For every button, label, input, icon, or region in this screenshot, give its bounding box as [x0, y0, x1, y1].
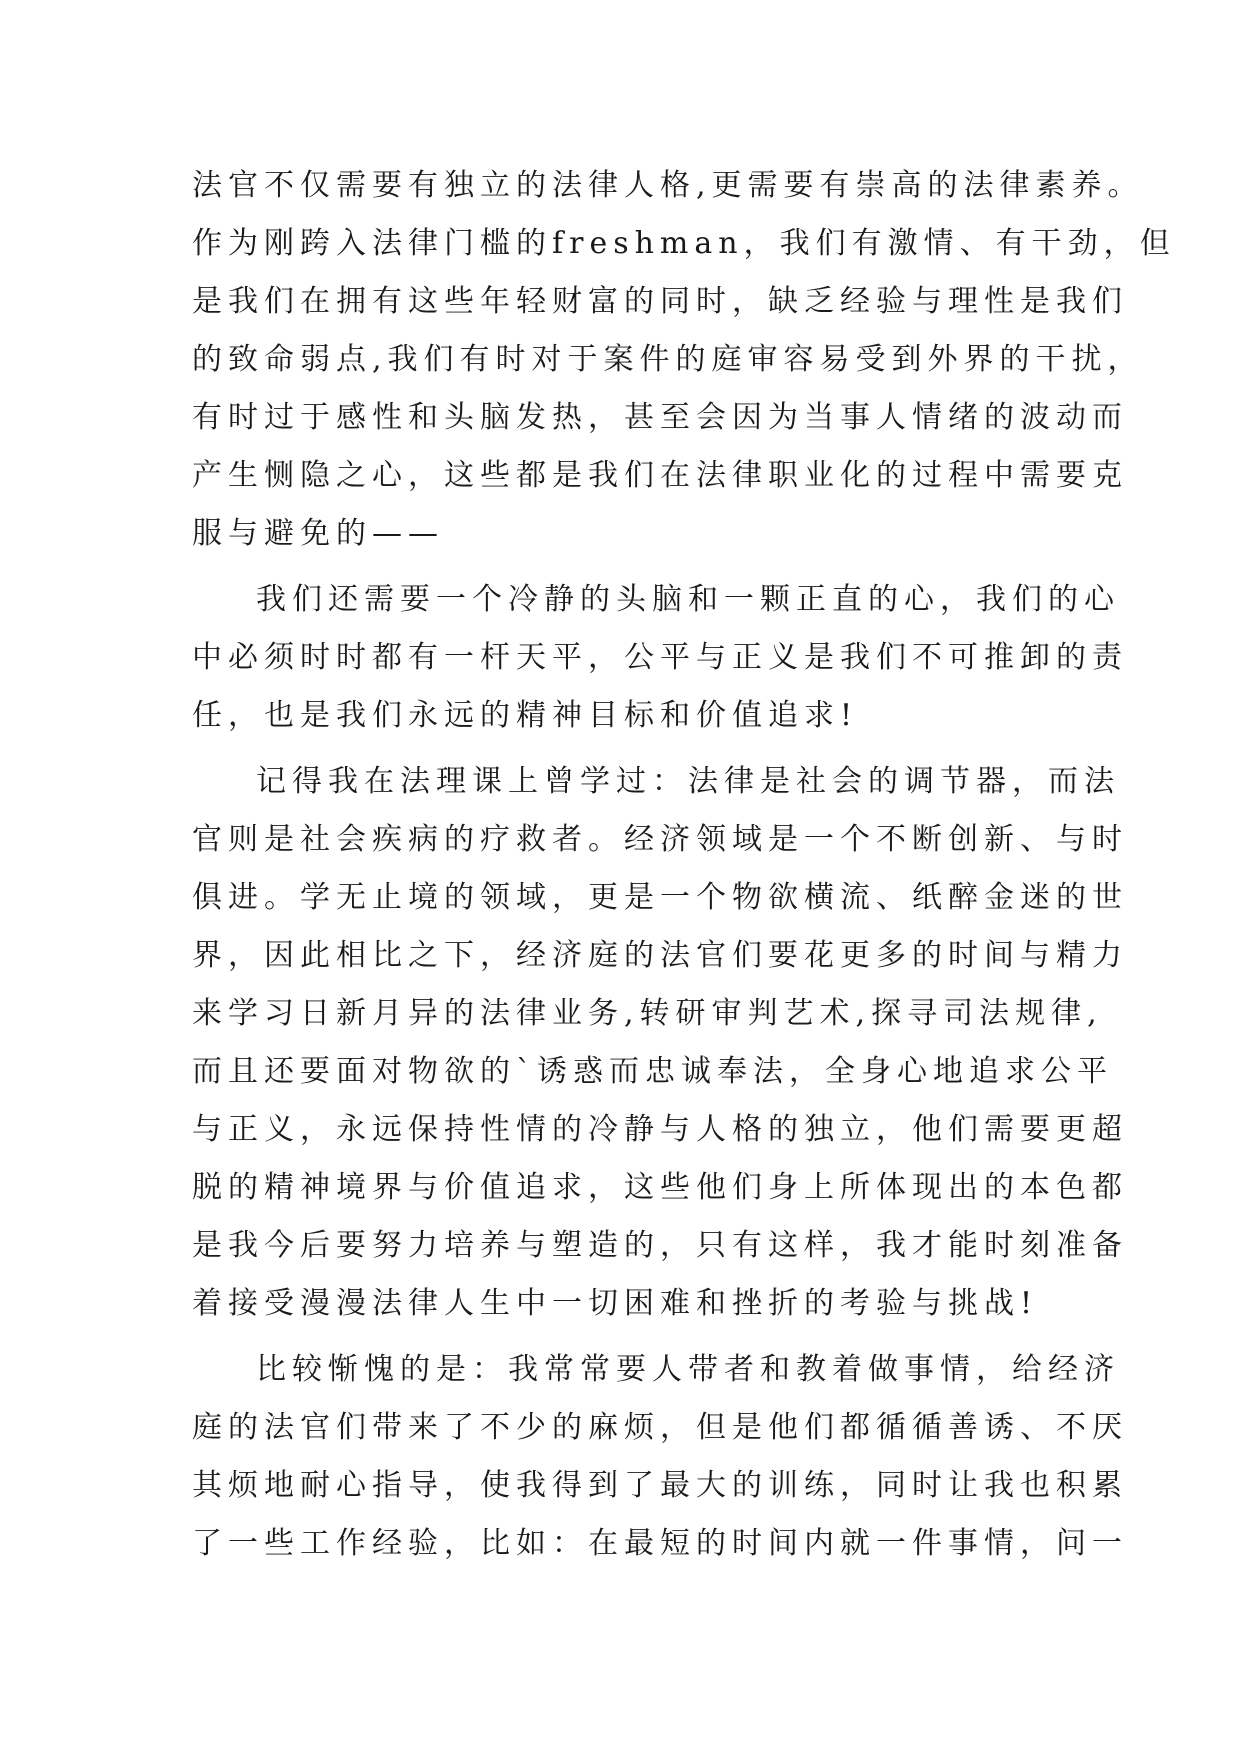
text-line: 而且还要面对物欲的`诱惑而忠诚奉法，全身心地追求公平 — [192, 1054, 1113, 1089]
text-line: 了一些工作经验，比如：在最短的时间内就一件事情，问一 — [192, 1526, 1128, 1561]
text-line: 官则是社会疾病的疗救者。经济领域是一个不断创新、与时 — [192, 822, 1128, 857]
text-line: 是我今后要努力培养与塑造的，只有这样，我才能时刻准备 — [192, 1228, 1128, 1263]
text-line: 的致命弱点,我们有时对于案件的庭审容易受到外界的干扰， — [192, 342, 1144, 377]
text-line: 服与避免的—— — [192, 516, 444, 551]
text-line: 脱的精神境界与价值追求，这些他们身上所体现出的本色都 — [192, 1170, 1128, 1205]
text-line: 与正义，永远保持性情的冷静与人格的独立，他们需要更超 — [192, 1112, 1128, 1147]
document-body — [192, 157, 1176, 1573]
text-line: 任，也是我们永远的精神目标和价值追求! — [192, 698, 859, 733]
paragraph-first-line: 记得我在法理课上曾学过：法律是社会的调节器，而法 — [256, 764, 1120, 799]
paragraph-first-line: 比较惭愧的是：我常常要人带者和教着做事情，给经济 — [256, 1352, 1120, 1387]
text-line: 其烦地耐心指导，使我得到了最大的训练，同时让我也积累 — [192, 1468, 1128, 1503]
paragraph-first-line: 我们还需要一个冷静的头脑和一颗正直的心，我们的心 — [256, 582, 1120, 617]
text-line: 着接受漫漫法律人生中一切困难和挫折的考验与挑战! — [192, 1286, 1039, 1321]
text-line: 界，因此相比之下，经济庭的法官们要花更多的时间与精力 — [192, 938, 1128, 973]
text-line: 作为刚跨入法律门槛的freshman，我们有激情、有干劲，但 — [192, 226, 1176, 261]
text-line: 中必须时时都有一杆天平，公平与正义是我们不可推卸的责 — [192, 640, 1128, 675]
text-line: 来学习日新月异的法律业务,转研审判艺术,探寻司法规律, — [192, 996, 1103, 1031]
text-line: 法官不仅需要有独立的法律人格,更需要有崇高的法律素养。 — [192, 168, 1144, 203]
text-line: 庭的法官们带来了不少的麻烦，但是他们都循循善诱、不厌 — [192, 1410, 1128, 1445]
text-line: 是我们在拥有这些年轻财富的同时，缺乏经验与理性是我们 — [192, 284, 1128, 319]
text-line: 产生恻隐之心，这些都是我们在法律职业化的过程中需要克 — [192, 458, 1128, 493]
text-line: 有时过于感性和头脑发热，甚至会因为当事人情绪的波动而 — [192, 400, 1128, 435]
text-line: 俱进。学无止境的领域，更是一个物欲横流、纸醉金迷的世 — [192, 880, 1128, 915]
